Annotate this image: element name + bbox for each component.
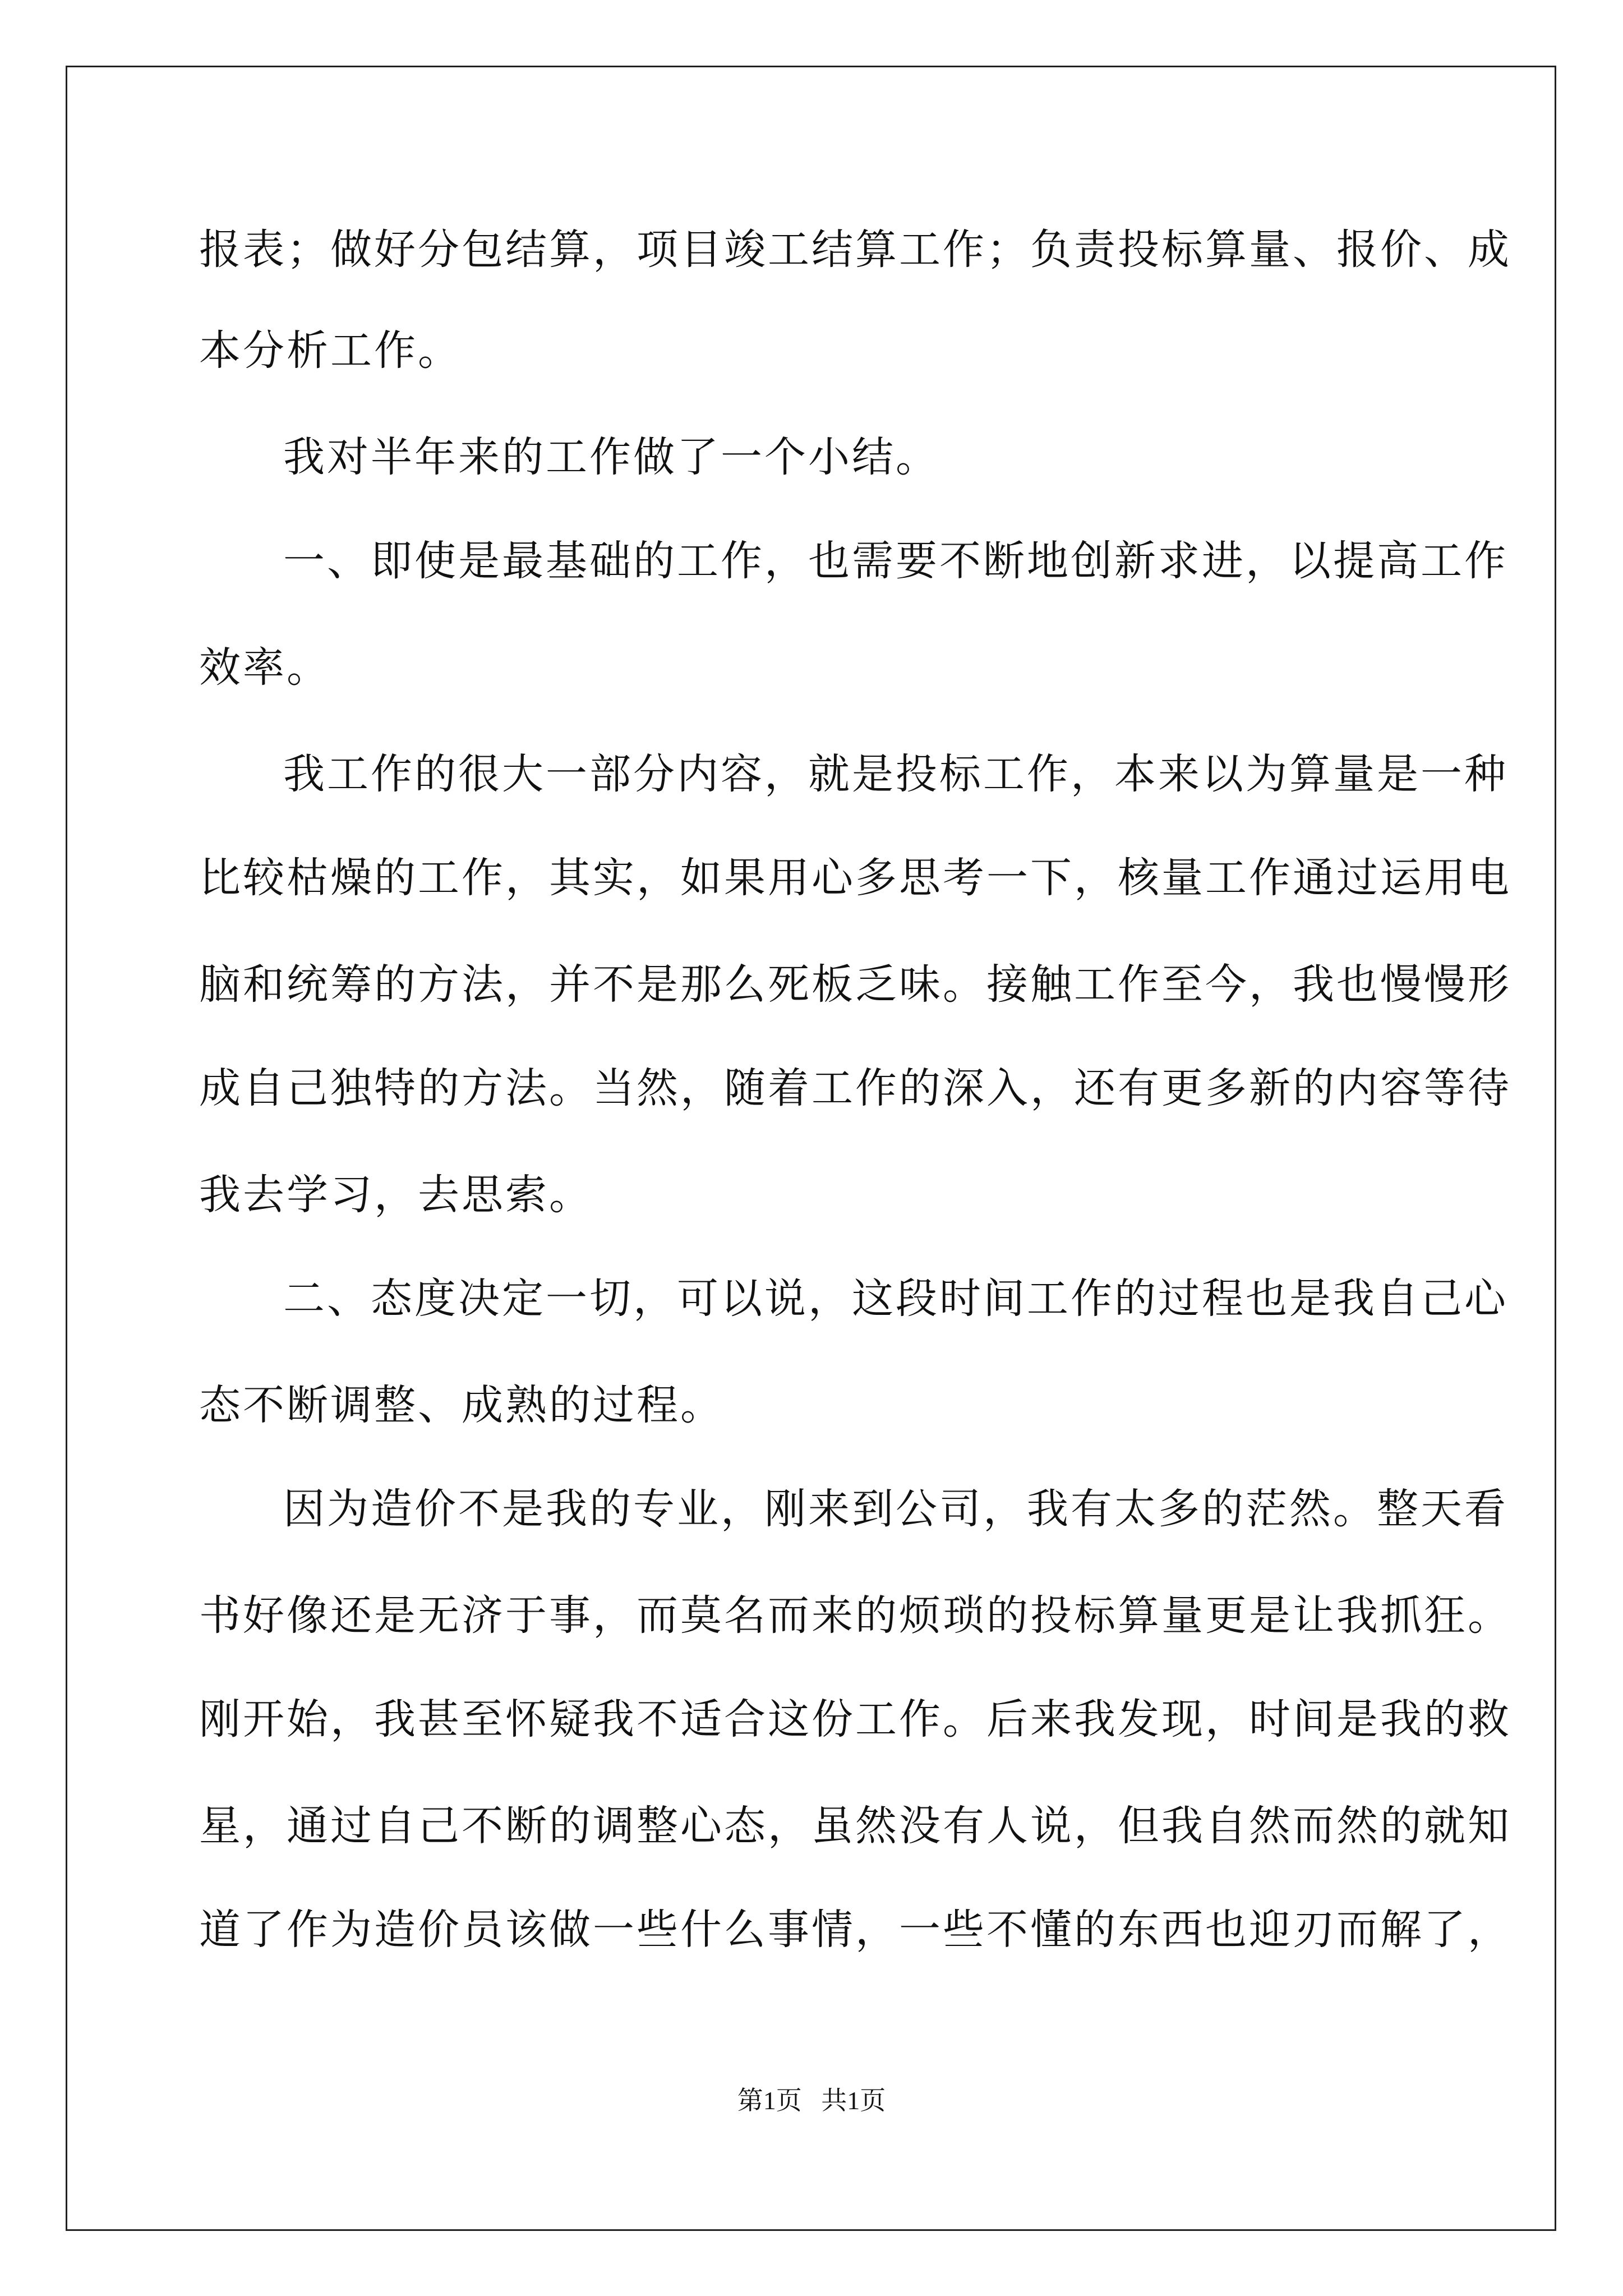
text-line: 成自己独特的方法。当然，随着工作的深入，还有更多新的内容等待 xyxy=(199,1064,1511,1112)
text-line: 效率。 xyxy=(199,643,330,692)
text-line: 因为造价不是我的专业，刚来到公司，我有太多的茫然。整天看 xyxy=(283,1485,1508,1533)
text-line: 书好像还是无济于事，而莫名而来的烦琐的投标算量更是让我抓狂。 xyxy=(199,1591,1511,1640)
text-line: 本分析工作。 xyxy=(199,326,462,375)
text-line: 一、即使是最基础的工作，也需要不断地创新求进，以提高工作 xyxy=(283,537,1508,585)
text-line: 我去学习，去思索。 xyxy=(199,1171,593,1219)
text-line: 星，通过自己不断的调整心态，虽然没有人说，但我自然而然的就知 xyxy=(199,1802,1511,1850)
text-line: 我工作的很大一部分内容，就是投标工作，本来以为算量是一种 xyxy=(283,750,1508,798)
text-line: 脑和统筹的方法，并不是那么死板乏味。接触工作至今，我也慢慢形 xyxy=(199,960,1511,1009)
text-line: 报表；做好分包结算，项目竣工结算工作；负责投标算量、报价、成 xyxy=(199,226,1511,274)
text-line: 我对半年来的工作做了一个小结。 xyxy=(283,433,939,481)
text-line: 刚开始，我甚至怀疑我不适合这份工作。后来我发现，时间是我的救 xyxy=(199,1695,1511,1743)
text-line: 比较枯燥的工作，其实，如果用心多思考一下，核量工作通过运用电 xyxy=(199,854,1511,902)
page-number: 第1页 共1页 xyxy=(737,2086,886,2115)
text-line: 道了作为造价员该做一些什么事情，一些不懂的东西也迎刃而解了， xyxy=(199,1906,1511,1954)
text-line: 态不断调整、成熟的过程。 xyxy=(199,1381,724,1429)
page-footer xyxy=(0,2084,1623,2118)
text-line: 二、态度决定一切，可以说，这段时间工作的过程也是我自己心 xyxy=(283,1274,1508,1323)
